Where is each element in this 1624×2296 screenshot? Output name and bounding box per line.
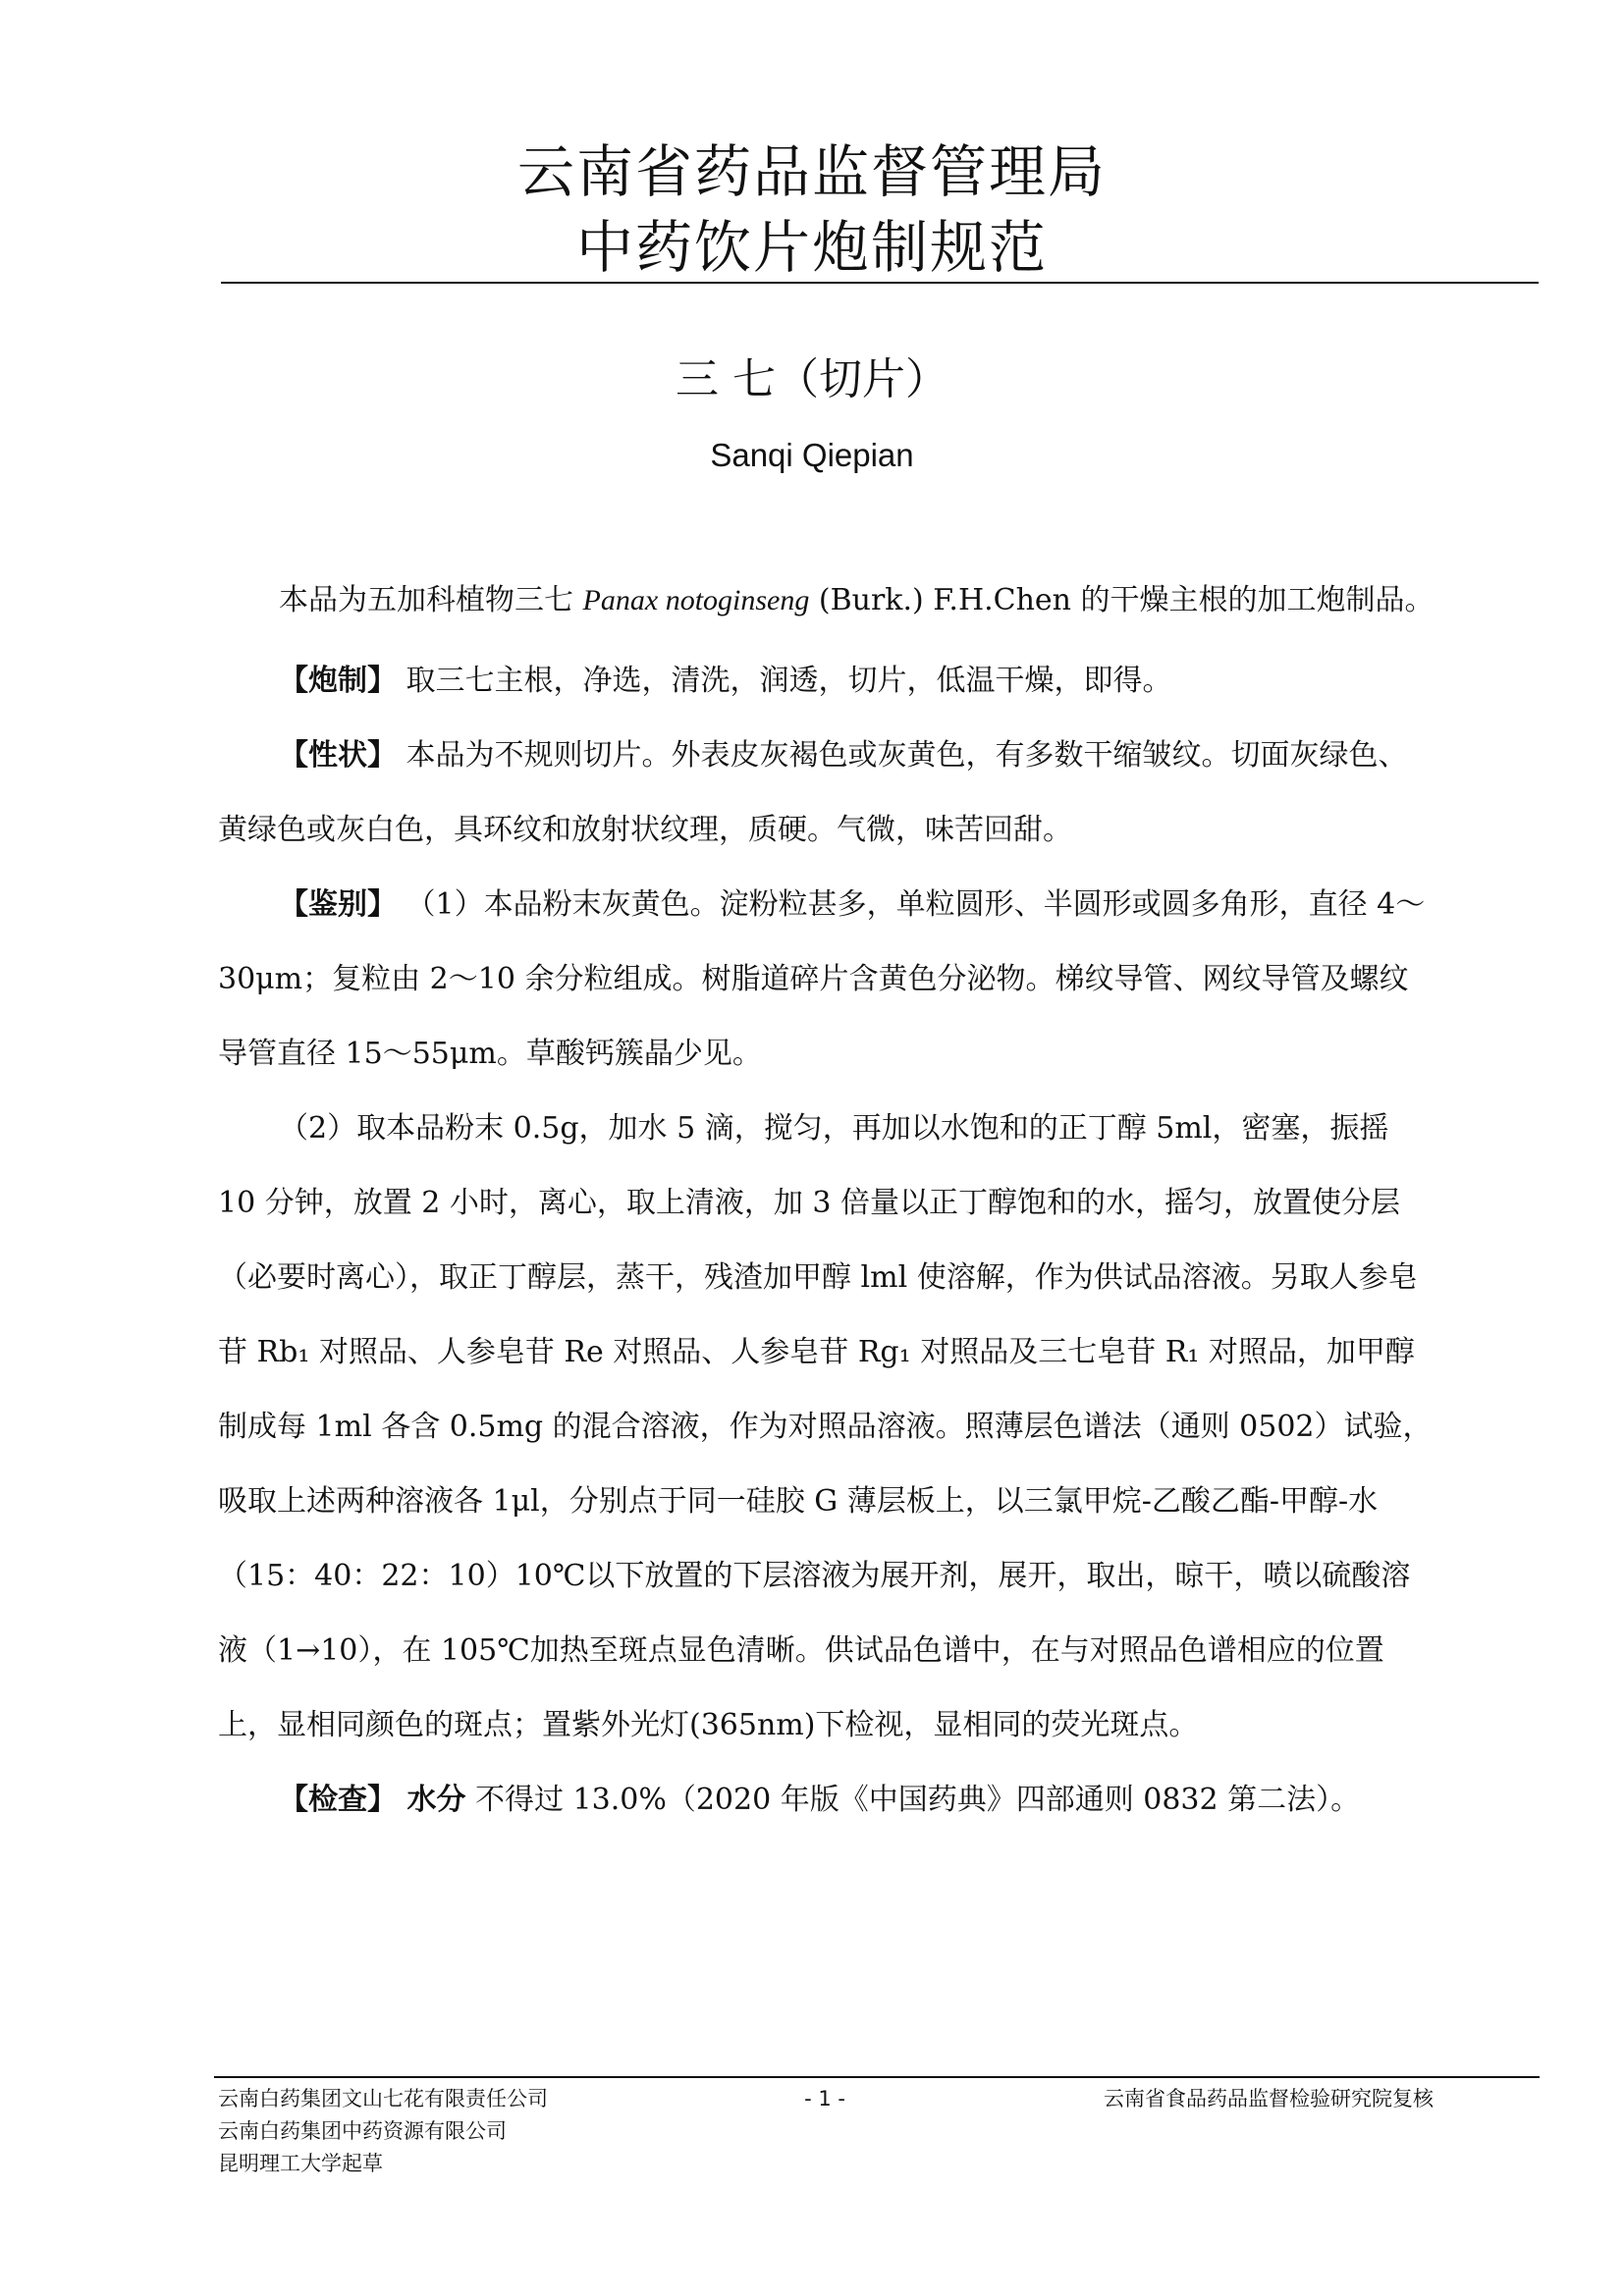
moisture-label: 水分: [397, 1783, 466, 1817]
latin-name: Panax notoginseng: [582, 584, 810, 616]
inspection-heading: 【检查】: [279, 1783, 397, 1817]
identification-heading: 【鉴别】: [279, 887, 397, 922]
description-text: 本品为不规则切片。外表皮灰褐色或灰黄色，有多数干缩皱纹。切面灰绿色、黄绿色或灰白色，具环纹和放射状纹理，质硬。气微，味苦回甜。: [218, 738, 1408, 847]
footer-reviewer: 云南省食品药品监督检验研究院复核: [1104, 2087, 1434, 2110]
monograph-pinyin: Sanqi Qiepian: [710, 437, 914, 473]
processing-heading: 【炮制】: [279, 664, 397, 698]
source-text-a: 本品为五加科植物三七: [279, 583, 583, 617]
description-heading: 【性状】: [279, 738, 397, 773]
footer-drafter-2: 云南白药集团中药资源有限公司: [218, 2119, 507, 2143]
identification-text-2: （2）取本品粉末 0.5g，加水 5 滴，搅匀，再加以水饱和的正丁醇 5ml，密塞，振摇 10 分钟，放置 2 小时，离心，取上清液，加 3 倍量以正丁醇饱和的水，摇匀，放置使分层（必要时离心），取正丁醇层，蒸干，残渣加甲醇 lml 使溶解，作为供试品溶液。另取人参皂苷 Rb₁ 对照品、人参皂苷 Re 对照品、人参皂苷 Rg₁ 对照品及三七皂苷 R₁ 对照品，加甲醇制成每 1ml 各含 0.5mg 的混合溶液，作为对照品溶液。照薄层色谱法（通则 0502）试验，吸取上述两种溶液各 1μl，分别点于同一硅胶 G 薄层板上，以三氯甲烷-乙酸乙酯-甲醇-水（15：40：22：10）10℃以下放置的下层溶液为展开剂，展开，取出，晾干，喷以硫酸溶液（1→10），在 105℃加热至斑点显色清晰。供试品色谱中，在与对照品色谱相应的位置上，显相同颜色的斑点；置紫外光灯(365nm)下检视，显相同的荧光斑点。: [218, 1111, 1433, 1742]
inspection-paragraph: [218, 1763, 1435, 1838]
page-number: - 1 -: [804, 2087, 845, 2110]
identification-paragraph-1: [218, 868, 1435, 1092]
source-paragraph: [218, 563, 1435, 638]
monograph-title: 三 七（切片）: [676, 354, 948, 404]
footer-drafters: [218, 2083, 729, 2180]
header-divider: [221, 282, 1539, 284]
identification-paragraph-2: [218, 1092, 1435, 1763]
footer-drafter-1: 云南白药集团文山七花有限责任公司: [218, 2087, 548, 2110]
inspection-text: 不得过 13.0%（2020 年版《中国药典》四部通则 0832 第二法）。: [465, 1783, 1361, 1817]
source-text-b: (Burk.) F.H.Chen 的干燥主根的加工炮制品。: [809, 583, 1435, 617]
processing-paragraph: [218, 644, 1435, 719]
processing-text: 取三七主根，净选，清洗，润透，切片，低温干燥，即得。: [397, 664, 1172, 698]
header-line-2: 中药饮片炮制规范: [575, 214, 1048, 281]
identification-text-1: （1）本品粉末灰黄色。淀粉粒甚多，单粒圆形、半圆形或圆多角形，直径 4～30μm；复粒由 2～10 余分粒组成。树脂道碎片含黄色分泌物。梯纹导管、网纹导管及螺纹导管直径 15～55μm。草酸钙簇晶少见。: [218, 887, 1426, 1071]
description-paragraph: [218, 719, 1435, 868]
footer-drafter-3: 昆明理工大学起草: [218, 2152, 383, 2175]
footer-divider: [214, 2076, 1540, 2078]
header-line-1: 云南省药品监督管理局: [516, 138, 1107, 205]
monograph-body: [218, 563, 1435, 1838]
